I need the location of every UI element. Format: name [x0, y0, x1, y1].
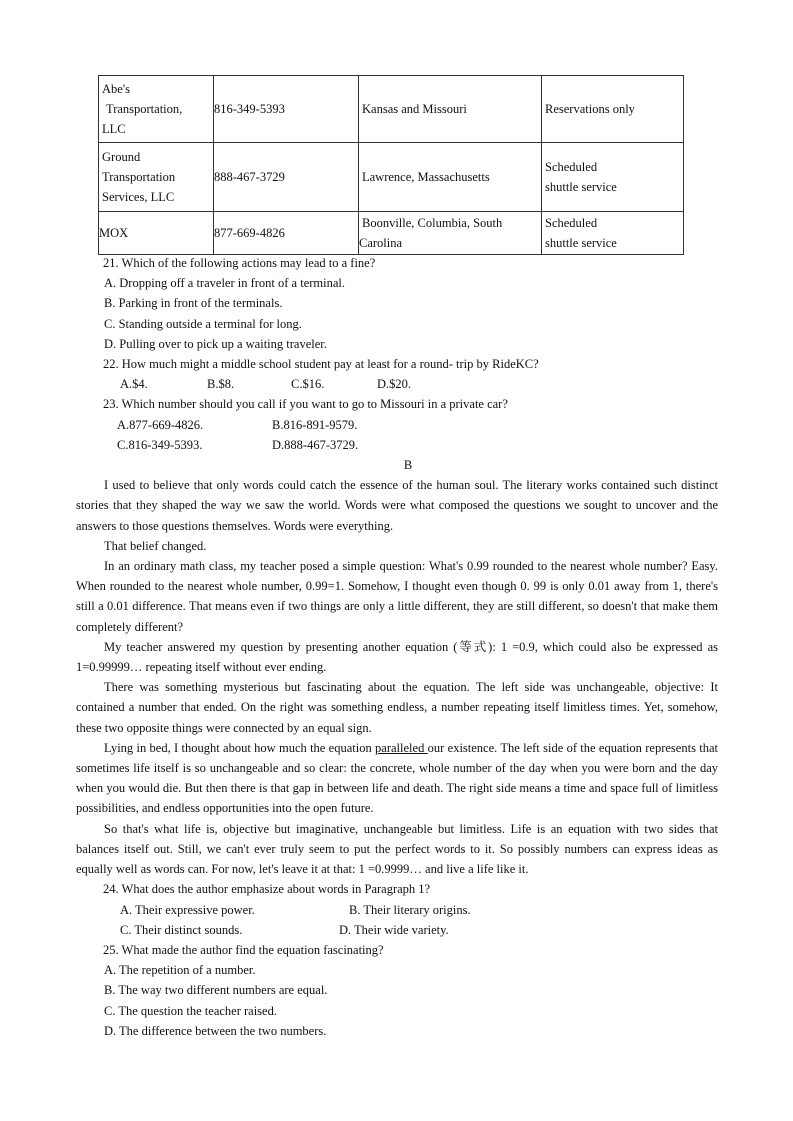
area-cell [359, 76, 542, 143]
company-cell [99, 76, 214, 143]
phone-cell: 816-349-5393 [214, 76, 359, 143]
paragraph-1: I used to believe that only words could catch the essence of the human soul. The literary works contained such distinct stories that they shaped the way we saw the world. Words were what composed the questions we sought to uncover and the answers to those questions themselves. Words were everything. [76, 478, 718, 533]
option-21-d: D. Pulling over to pick up a waiting traveler. [104, 336, 327, 351]
area-cell [359, 143, 542, 212]
option-25-b: B. The way two different numbers are equal. [104, 983, 328, 998]
option-22-a: A.$4. [120, 377, 148, 392]
option-25-c: C. The question the teacher raised. [104, 1003, 277, 1018]
options-22 [76, 374, 718, 394]
option-23-b: B.816-891-9579. [272, 417, 358, 432]
question-22: 22. How much might a middle school student pay at least for a round- trip by RideKC? [103, 357, 539, 372]
phone-cell: 877-669-4826 [214, 212, 359, 255]
option-21-b: B. Parking in front of the terminals. [104, 296, 283, 311]
company-cell [99, 143, 214, 212]
paragraph-7: So that's what life is, objective but imaginative, unchangeable but limitless. Life is an equation with two sides that balances itself out. Still, we can't ever truly seem to put the perfect words to it. So possibly numbers can express ideas as equally well as words can. For now, let's leave it at that: 1 =0.9999… and live a life like it. [76, 821, 718, 877]
service-cell [542, 212, 684, 255]
paragraph-4: My teacher answered my question by presenting another equation (等式): 1 =0.9, which could also be expressed as 1=0.99999… repeating itself without ever ending. [76, 639, 718, 675]
section-heading: B [403, 458, 413, 473]
option-21-c: C. Standing outside a terminal for long. [104, 316, 302, 331]
area-line: Carolina [359, 236, 403, 250]
option-23-c: C.816-349-5393. [117, 437, 203, 452]
company-line: Transportation [102, 170, 176, 184]
service-cell [542, 76, 684, 143]
service-line: shuttle service [545, 236, 617, 250]
area-cell [359, 212, 542, 255]
table-row [99, 212, 684, 255]
company-cell [99, 212, 214, 255]
paragraph-2: That belief changed. [104, 538, 207, 553]
option-24-a: A. Their expressive power. [120, 902, 255, 917]
area-line: Lawrence, Massachusetts [362, 170, 490, 184]
option-23-a: A.877-669-4826. [117, 417, 204, 432]
underlined-word: paralleled [375, 740, 428, 755]
paragraph-6-end: our existence. The left side of the equation represents that sometimes life itself is so unchangeable and so clear: the concrete, whole number of the day when you were born and the day when you would die. But then there is that gap in between life and death. The right side means a time and space full of limitless possibilities, and endless opportunities into the open future. [76, 740, 718, 816]
options-23-row1 [76, 415, 718, 435]
option-24-c: C. Their distinct sounds. [120, 922, 243, 937]
area-line: Boonville, Columbia, South [362, 216, 503, 230]
company-line: Transportation, [106, 102, 183, 116]
area-line: Kansas and Missouri [362, 102, 467, 116]
table-row [99, 143, 684, 212]
company-line: Services, LLC [102, 190, 175, 204]
option-22-b: B.$8. [207, 377, 235, 392]
option-23-d: D.888-467-3729. [272, 437, 359, 452]
page-content [76, 253, 718, 1041]
option-22-d: D.$20. [377, 377, 412, 392]
option-22-c: C.$16. [291, 377, 325, 392]
paragraph-3: In an ordinary math class, my teacher posed a simple question: What's 0.99 rounded to the nearest whole number? Easy. When rounded to the nearest whole number, 0.99=1. Somehow, I thought even though 0. 99 is only 0.01 away from 1, there's still a 0.01 difference. That means even if two things are only a little different, they are still different, so doesn't that make them completely different? [76, 559, 718, 634]
service-line: Scheduled [545, 216, 598, 230]
paragraph-5: There was something mysterious but fascinating about the equation. The left side was unchangeable, objective: It contained a number that ended. On the right was something endless, a number repeating itself limitless times. Yet, somehow, these two opposite things were connected by an equal sign. [76, 680, 718, 735]
paragraph-6-start: Lying in bed, I thought about how much the equation [104, 740, 376, 755]
paragraph-6 [76, 738, 718, 819]
options-24-row1 [76, 900, 718, 920]
phone-cell: 888-467-3729 [214, 143, 359, 212]
service-cell [542, 143, 684, 212]
question-24: 24. What does the author emphasize about words in Paragraph 1? [103, 882, 431, 897]
company-line: Abe's [102, 82, 130, 96]
service-line: shuttle service [545, 180, 617, 194]
company-line: LLC [102, 122, 126, 136]
service-line: Scheduled [545, 160, 598, 174]
options-24-row2 [76, 920, 718, 940]
company-line: MOX [99, 226, 129, 240]
option-25-d: D. The difference between the two numbers. [104, 1023, 327, 1038]
option-25-a: A. The repetition of a number. [104, 963, 256, 978]
service-line: Reservations only [545, 102, 635, 116]
option-21-a: A. Dropping off a traveler in front of a terminal. [104, 276, 346, 291]
question-23: 23. Which number should you call if you want to go to Missouri in a private car? [103, 397, 508, 412]
option-24-d: D. Their wide variety. [339, 922, 449, 937]
question-25: 25. What made the author find the equation fascinating? [103, 942, 384, 957]
question-21: 21. Which of the following actions may lead to a fine? [103, 256, 376, 270]
transportation-table [98, 75, 684, 255]
table-row [99, 76, 684, 143]
options-23-row2 [76, 435, 718, 455]
option-24-b: B. Their literary origins. [349, 902, 471, 917]
company-line: Ground [102, 150, 141, 164]
